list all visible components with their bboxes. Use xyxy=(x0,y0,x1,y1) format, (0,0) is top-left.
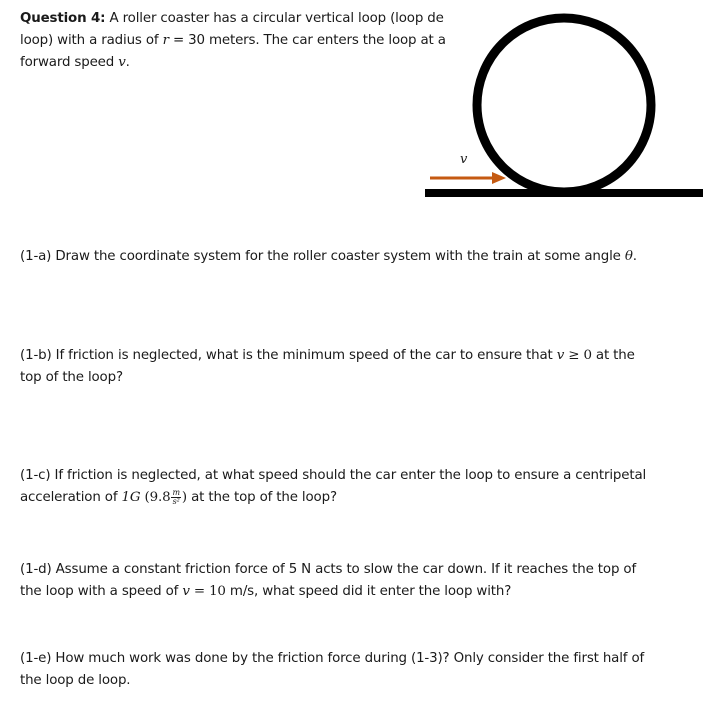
intro-line-3: forward speed xyxy=(20,55,115,70)
part-text: Draw the coordinate system for the roller coaster system with the train at some angle xyxy=(55,249,621,264)
intro-line-1: A roller coaster has a circular vertical loop (loop de xyxy=(109,11,444,26)
speed-unit-text: m/s, what speed did it enter the loop with? xyxy=(229,584,512,599)
speed-variable: v xyxy=(118,55,126,70)
loop-track xyxy=(477,18,651,192)
speed-variable: v xyxy=(556,348,565,363)
accel-paren-close: ) xyxy=(181,490,187,505)
part-text: How much work was done by the friction force during (1-3)? Only consider the first half of xyxy=(55,651,645,666)
accel-paren-open: (9.8 xyxy=(144,490,171,505)
part-1b xyxy=(20,345,635,389)
part-text-3: at the top of the loop? xyxy=(191,490,337,505)
accel-value: 1G xyxy=(121,490,141,505)
part-1e xyxy=(20,648,644,692)
speed-variable: v xyxy=(182,584,190,599)
unit-fraction: $\frac{m}{\text{s²}}$ xyxy=(172,487,180,506)
speed-equation: = 10 xyxy=(193,584,226,599)
intro-line-2: loop) with a radius of xyxy=(20,33,159,48)
part-text: If friction is neglected, at what speed should the car enter the loop to ensure a centripetal xyxy=(54,468,647,483)
part-text-2: acceleration of xyxy=(20,490,118,505)
part-text-3: top of the loop? xyxy=(20,370,123,385)
part-label: (1-b) xyxy=(20,348,52,363)
question-intro: Question 4: A roller coaster has a circular vertical loop (loop de loop) with a radius of r = 30 meters. The car enters the loop at a forward speed v. xyxy=(20,11,446,70)
part-1c xyxy=(20,465,646,509)
speed-condition: ≥ 0 xyxy=(568,348,592,363)
radius-equation: = 30 meters. The car enters the loop at a xyxy=(172,33,446,48)
velocity-label: v xyxy=(460,152,468,167)
part-text-2: at the xyxy=(595,348,635,363)
part-text-2: the loop with a speed of xyxy=(20,584,179,599)
part-text: Assume a constant friction force of 5 N acts to slow the car down. If it reaches the top of xyxy=(55,562,637,577)
part-1a: (1-a) Draw the coordinate system for the roller coaster system with the train at some angle θ. xyxy=(20,249,637,264)
part-1d xyxy=(20,559,636,603)
part-label: (1-e) xyxy=(20,651,52,666)
part-text-2: the loop de loop. xyxy=(20,673,131,688)
radius-variable: r xyxy=(162,33,169,48)
question-title: Question 4: xyxy=(20,11,106,26)
part-label: (1-a) xyxy=(20,249,52,264)
part-text: If friction is neglected, what is the minimum speed of the car to ensure that xyxy=(55,348,553,363)
part-label: (1-d) xyxy=(20,562,52,577)
part-label: (1-c) xyxy=(20,468,51,483)
theta-variable: θ xyxy=(624,249,633,264)
